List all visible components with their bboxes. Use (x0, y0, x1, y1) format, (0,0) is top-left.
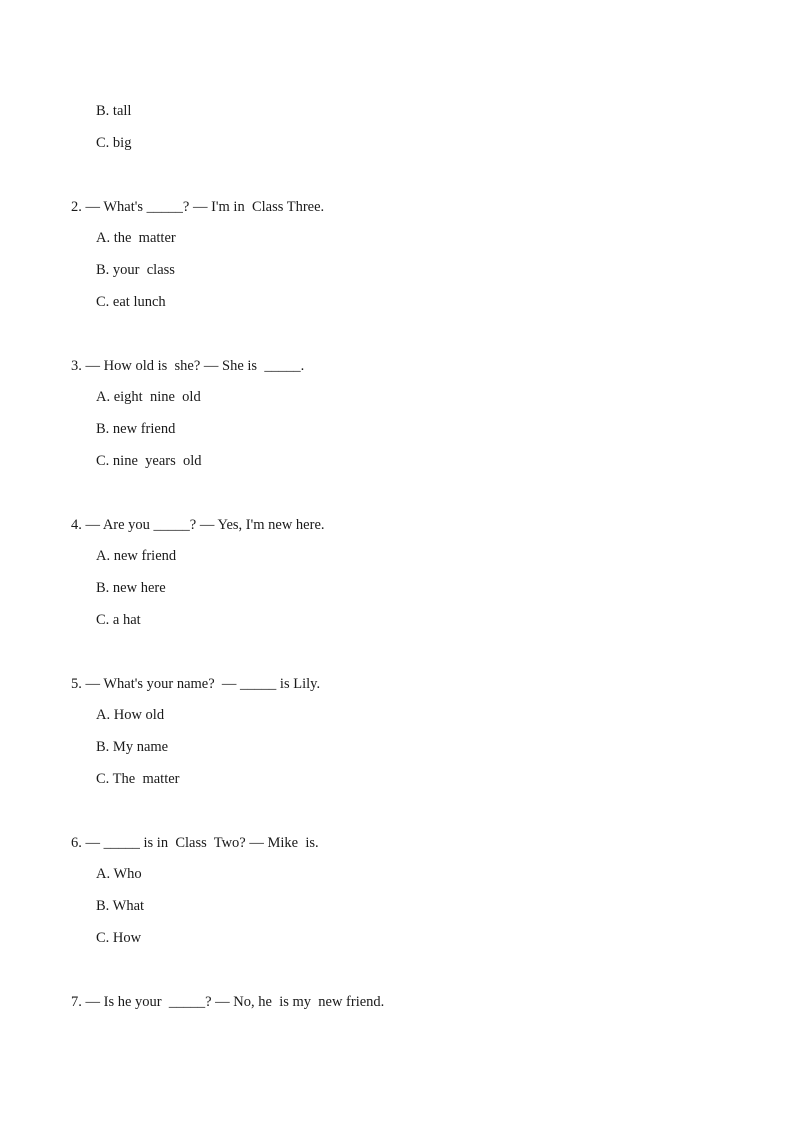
option-6b: B. What (96, 898, 145, 914)
option-3c: C. nine years old (96, 453, 202, 469)
option-1b: B. tall (96, 103, 132, 119)
option-4c: C. a hat (96, 612, 141, 628)
option-4b: B. new here (96, 580, 166, 596)
question-5: 5. — What's your name? — _____ is Lily. (71, 676, 321, 692)
question-4: 4. — Are you _____? — Yes, I'm new here. (71, 517, 325, 533)
option-2a: A. the matter (96, 230, 176, 246)
option-5b: B. My name (96, 739, 169, 755)
question-3: 3. — How old is she? — She is _____. (71, 358, 305, 374)
question-6: 6. — _____ is in Class Two? — Mike is. (71, 835, 319, 851)
option-2b: B. your class (96, 262, 175, 278)
question-2: 2. — What's _____? — I'm in Class Three. (71, 199, 325, 215)
option-6a: A. Who (96, 866, 142, 882)
option-1c: C. big (96, 135, 132, 151)
option-5a: A. How old (96, 707, 165, 723)
option-5c: C. The matter (96, 771, 180, 787)
option-4a: A. new friend (96, 548, 177, 564)
option-3b: B. new friend (96, 421, 176, 437)
option-3a: A. eight nine old (96, 389, 201, 405)
option-6c: C. How (96, 930, 142, 946)
option-2c: C. eat lunch (96, 294, 166, 310)
question-7: 7. — Is he your _____? — No, he is my new friend. (71, 994, 385, 1010)
